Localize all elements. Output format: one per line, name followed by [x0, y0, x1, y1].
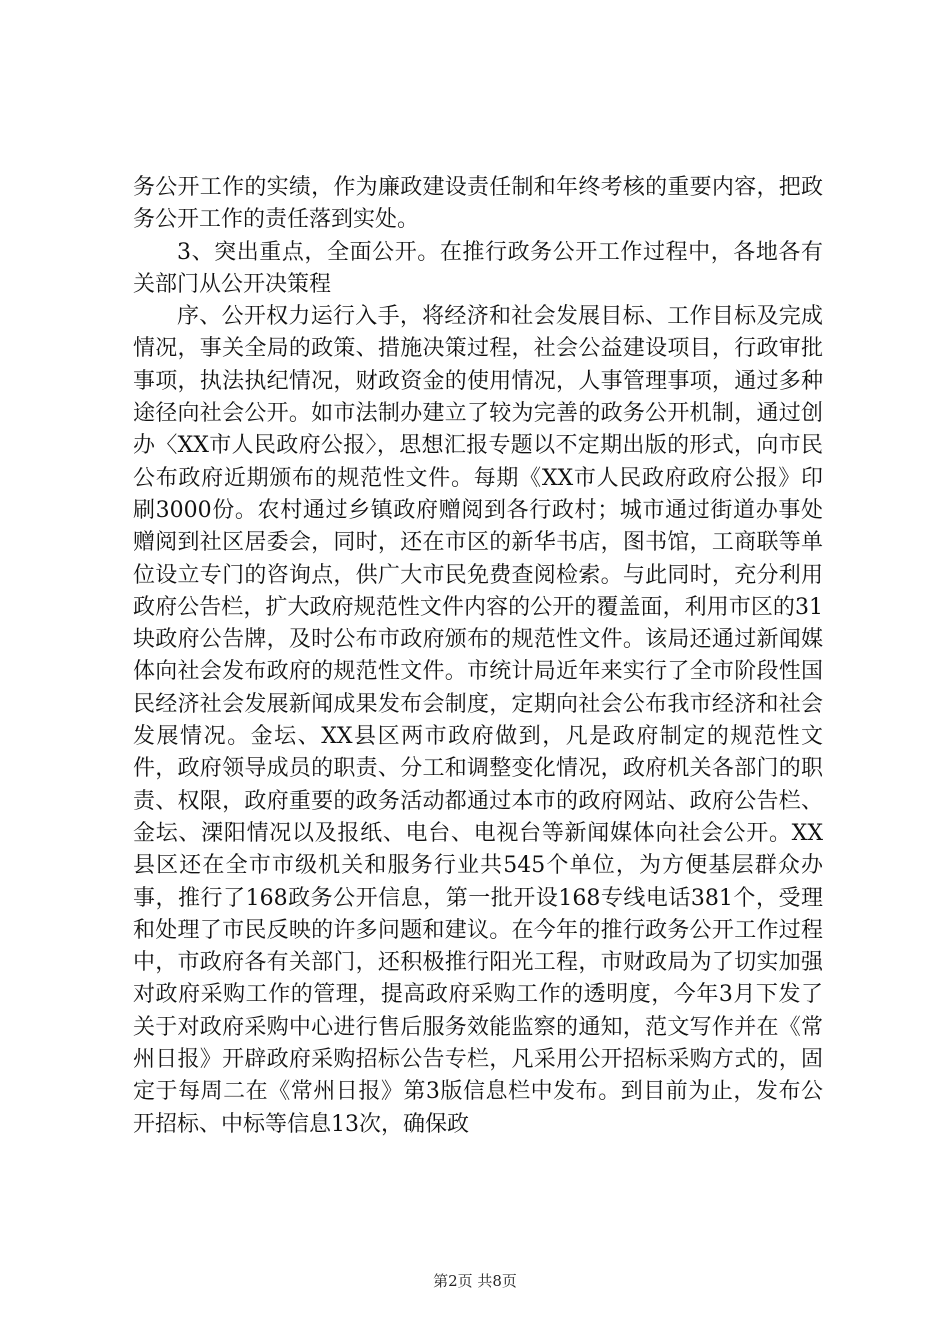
- paragraph-continuation: 务公开工作的实绩，作为廉政建设责任制和年终考核的重要内容，把政务公开工作的责任落到实处。: [133, 175, 823, 233]
- paragraph-main: 序、公开权力运行入手，将经济和社会发展目标、工作目标及完成情况，事关全局的政策、措施决策过程，社会公益建设项目，行政审批事项，执法执纪情况，财政资金的使用情况，人事管理事项，通过多种途径向社会公开。如市法制办建立了较为完善的政务公开机制，通过创办〈XX市人民政府公报〉，思想汇报专题以不定期出版的形式，向市民公布政府近期颁布的规范性文件。每期《XX市人民政府政府公报》印刷3000份。农村通过乡镇政府赠阅到各行政村；城市通过街道办事处赠阅到社区居委会，同时，还在市区的新华书店，图书馆，工商联等单位设立专门的咨询点，供广大市民免费查阅检索。与此同时，充分利用政府公告栏，扩大政府规范性文件内容的公开的覆盖面，利用市区的31块政府公告牌，及时公布市政府颁布的规范性文件。该局还通过新闻媒体向社会发布政府的规范性文件。市统计局近年来实行了全市阶段性国民经济社会发展新闻成果发布会制度，定期向社会公布我市经济和社会发展情况。金坛、XX县区两市政府做到，凡是政府制定的规范性文件，政府领导成员的职责、分工和调整变化情况，政府机关各部门的职责、权限，政府重要的政务活动都通过本市的政府网站、政府公告栏、金坛、溧阳情况以及报纸、电台、电视台等新闻媒体向社会公开。XX县区还在全市市级机关和服务行业共545个单位，为方便基层群众办事，推行了168政务公开信息，第一批开设168专线电话381个，受理和处理了市民反映的许多问题和建议。在今年的推行政务公开工作过程中，市政府各有关部门，还积极推行阳光工程，市财政局为了切实加强对政府采购工作的管理，提高政府采购工作的透明度，今年3月下发了关于对政府采购中心进行售后服务效能监察的通知，范文写作并在《常州日报》开辟政府采购招标公告专栏，凡采用公开招标采购方式的，固定于每周二在《常州日报》第3版信息栏中发布。到目前为止，发布公开招标、中标等信息13次，确保政: [133, 304, 823, 1137]
- page-number-label: 第2页 共8页: [433, 1272, 517, 1290]
- paragraph-section-3: 3、突出重点，全面公开。在推行政务公开工作过程中，各地各有关部门从公开决策程: [133, 239, 823, 297]
- page-footer: [0, 1270, 950, 1291]
- document-body: [133, 172, 823, 1141]
